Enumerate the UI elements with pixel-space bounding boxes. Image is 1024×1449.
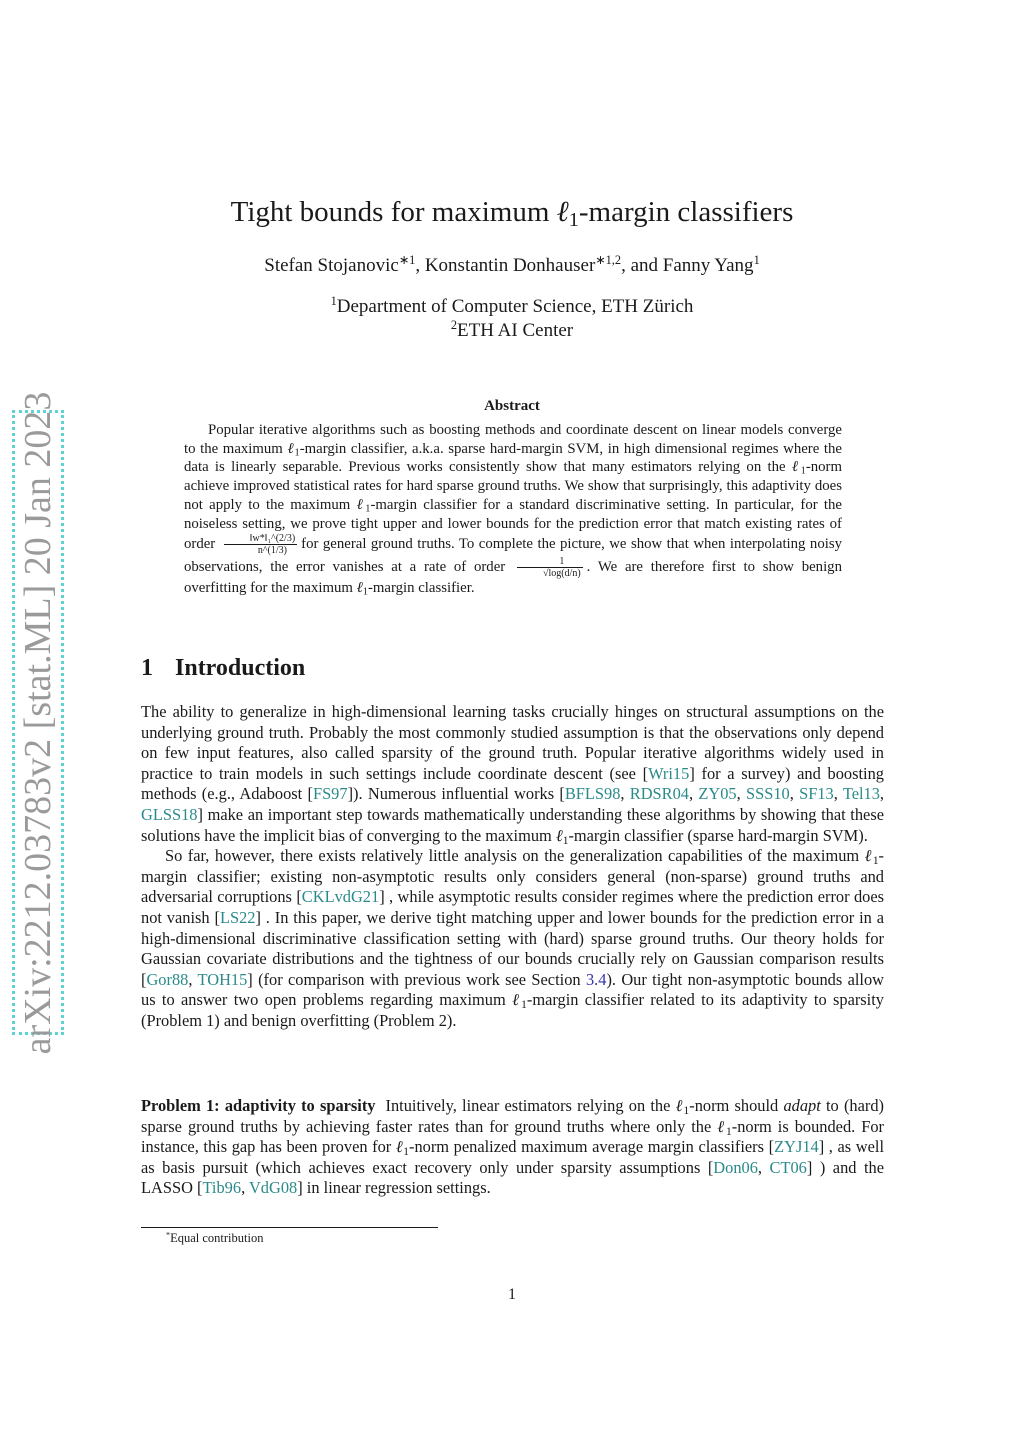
rate-fraction: $\frac{\text{‖w*‖₁\textasciicircum{}(2/3)}}{n\^{}(1/3)}$ [224,533,297,556]
citation-link[interactable]: ZY05 [698,784,737,804]
citation-link[interactable]: Tib96 [202,1178,242,1198]
citation-link[interactable]: SSS10 [746,784,790,804]
introduction-text: The ability to generalize in high-dimensional learning tasks crucially hinges on structural assumptions on the underlying ground truth. Probably the most commonly studied assumption is that the observations only depend on few input features, also called sparsity of the ground truth. Popular iterative algorithms widely used in practice to train models in such settings include coordinate descent (see [Wri15] for a survey) and boosting methods (e.g., Adaboost [FS97]). Numerous influential works [BFLS98, RDSR04, ZY05, SSS10, SF13, Tel13, GLSS18] make an important step towards mathematically understanding these algorithms by showing that these solutions have the implicit bias of converging to the maximum ℓ$_1$-margin classifier (sparse hard-margin SVM). So far, however, there exists relatively little analysis on the generalization capabilities of the maximum ℓ$_1$-margin classifier; existing non-asymptotic results only considers general (non-sparse) ground truths and adversarial corruptions [CKLvdG21] , while asymptotic results consider regimes where the prediction error does not vanish [LS22] . In this paper, we derive tight matching upper and lower bounds for the prediction error in a high-dimensional discriminative classification setting with (hard) sparse ground truths. Our theory holds for Gaussian covariate distributions and the tightness of our bounds crucially rely on Gaussian comparison results [Gor88, TOH15] (for comparison with previous work see Section 3.4). Our tight non-asymptotic bounds allow us to answer two open problems regarding maximum ℓ$_1$-margin classifier related to its adaptivity to sparsity (Problem 1) and benign overfitting (Problem 2). [141,702,885,1030]
citation-link[interactable]: VdG08 [248,1178,298,1198]
footnote-divider [141,1227,438,1228]
problem-label: Problem 1: adaptivity to sparsity [141,1096,376,1115]
author-name: Stefan Stojanovic [264,255,399,276]
citation-link[interactable]: Tel13 [842,784,880,804]
citation-link[interactable]: Gor88 [146,969,189,989]
paper-title: Tight bounds for maximum ℓ$_1$-margin classifiers [230,196,794,232]
citation-link[interactable]: Don06 [713,1157,758,1177]
rate-fraction: $\frac{1}{√\log(d/n)}$ [517,556,583,579]
citation-link[interactable]: BFLS98 [564,784,621,804]
section-reference-link[interactable]: 3.4 [585,969,607,989]
abstract-heading: Abstract [484,398,540,414]
footnote: *Equal contribution [166,1230,264,1245]
citation-link[interactable]: SF13 [799,784,834,804]
abstract-body: Popular iterative algorithms such as boosting methods and coordinate descent on linear models converge to the maximum ℓ$_1$-margin classifier, a.k.a. sparse hard-margin SVM, in high dimensional regimes where the data is linearly separable. Previous works consistently show that many estimators relying on the ℓ$_1$-norm achieve improved statistical rates for hard sparse ground truths. We show that surprisingly, this adaptivity does not apply to the maximum ℓ$_1$-margin classifier for a standard discriminative setting. In particular, for the noiseless setting, we prove tight upper and lower bounds for the prediction error that match existing rates of order $\frac{\text{‖w*‖₁\textasciicircum{}(2/3)}}{n\^{}(1/3)}$ for general ground truths. To complete the picture, we show that when interpolating noisy observations, the error vanishes at a rate of order $\frac{1}{√\log(d/n)}$ . We are therefore first to show benign overfitting for the maximum ℓ$_1$-margin classifier. [184,422,842,598]
citation-link[interactable]: CKLvdG21 [301,887,380,907]
affiliation: $^1$Department of Computer Science, ETH Zürich [330,294,694,317]
citation-link[interactable]: FS97 [312,784,348,804]
author-list: Stefan Stojanovic$^{∗1}$, Konstantin Donhauser$^{∗1,2}$, and Fanny Yang$^1$ [264,253,760,276]
citation-link[interactable]: GLSS18 [141,804,198,824]
arxiv-stamp[interactable] [12,391,64,1054]
citation-link[interactable]: RDSR04 [629,784,689,804]
section-heading: 1 Introduction [141,655,306,681]
citation-link[interactable]: ZYJ14 [774,1137,819,1157]
citation-link[interactable]: TOH15 [197,969,248,989]
page-number: 1 [508,1286,516,1303]
author-name: Konstantin Donhauser [424,255,596,276]
citation-link[interactable]: LS22 [219,907,256,927]
citation-link[interactable]: CT06 [769,1157,807,1177]
arxiv-identifier[interactable]: arXiv:2212.03783v2 [stat.ML] 20 Jan 2023 [17,391,59,1054]
affiliation: $^2$ETH AI Center [450,318,574,341]
author-name: Fanny Yang [662,255,754,276]
citation-link[interactable]: Wri15 [648,763,690,783]
problem-1-paragraph: Problem 1: adaptivity to sparsity Intuitively, linear estimators relying on the ℓ$_1$-norm should adapt to (hard) sparse ground truths by achieving faster rates than for ground truths where only the ℓ$_1$-norm is bounded. For instance, this gap has been proven for ℓ$_1$-norm penalized maximum average margin classifiers [ZYJ14] , as well as basis pursuit (which achieves exact recovery only under sparsity assumptions [Don06, CT06] ) and the LASSO [Tib96, VdG08] in linear regression settings. [141,1096,885,1198]
